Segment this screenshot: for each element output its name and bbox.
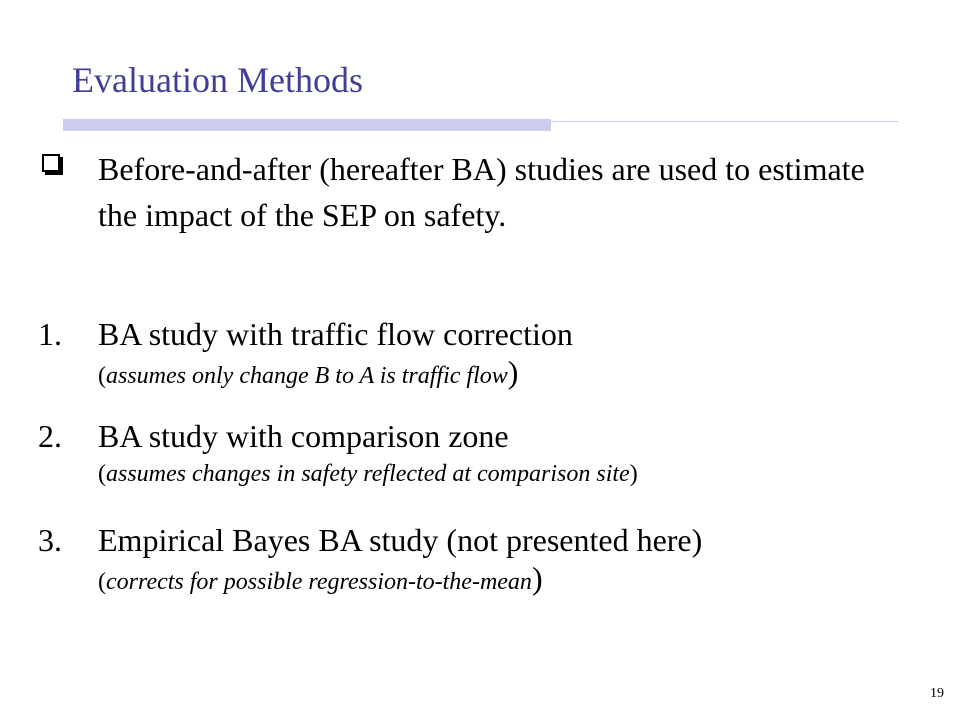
note-text: assumes changes in safety reflected at comparison site [106,461,630,487]
note-close-paren: ) [507,354,519,390]
list-number: 3. [38,522,62,558]
list-number: 1. [38,316,62,352]
note-text: corrects for possible regression-to-the-mean [106,569,532,595]
list-item-note [98,458,638,490]
page-number: 19 [930,686,944,701]
checkbox-icon [42,154,60,172]
list-item-text: BA study with comparison zone [98,418,509,454]
title-underline-line [551,121,898,122]
list-item-text: Empirical Bayes BA study (not presented here) [98,522,703,558]
list-item-note [98,356,518,392]
note-close-paren: ) [629,461,638,487]
list-item-text: BA study with traffic flow correction [98,316,573,352]
bullet-text: Before-and-after (hereafter BA) studies are used to estimate the impact of the SEP on safety. [98,151,865,233]
list-number: 2. [38,418,62,454]
note-text: assumes only change B to A is traffic flow [106,363,508,389]
note-close-paren: ) [531,560,543,596]
title-underline-bar [63,119,551,131]
list-item-note [98,562,543,598]
page-title: Evaluation Methods [72,60,363,100]
note-open-paren: ( [98,363,106,389]
note-open-paren: ( [98,569,106,595]
note-open-paren: ( [98,461,106,487]
